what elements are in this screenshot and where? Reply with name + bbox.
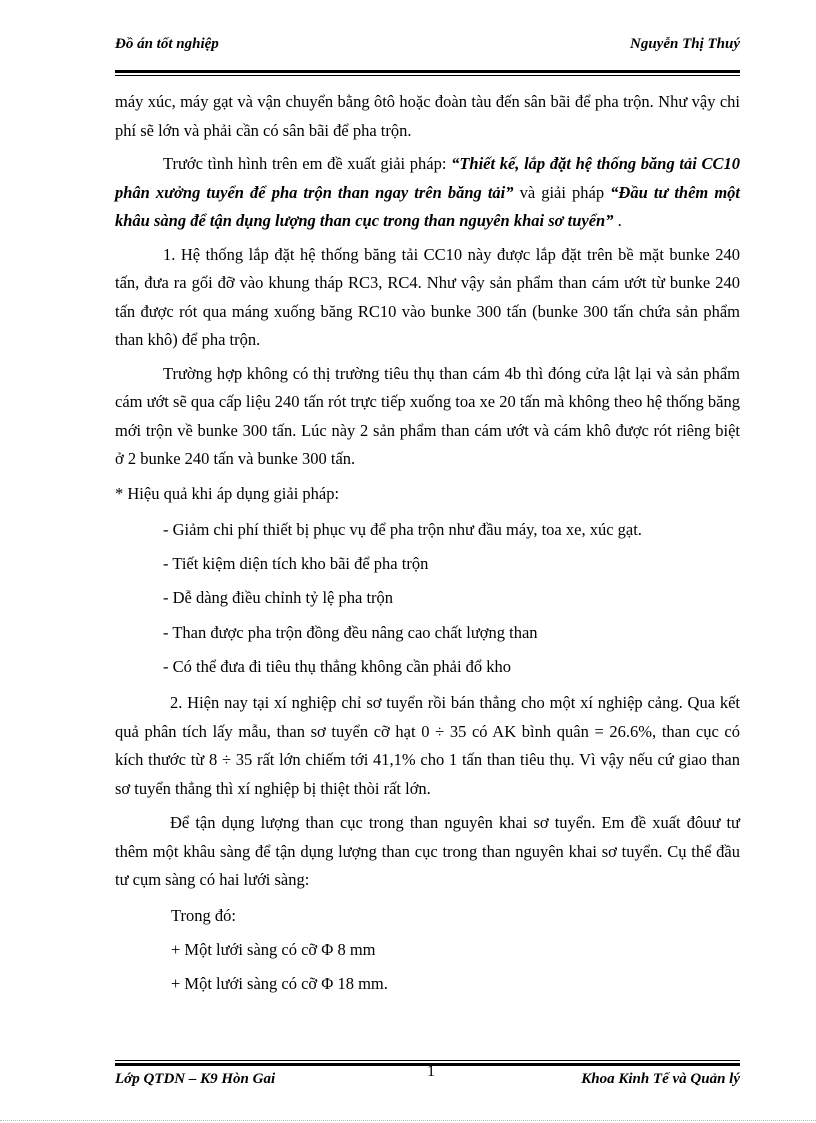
screen-list-item: + Một lưới sàng có cỡ Φ 18 mm.: [171, 973, 388, 993]
p2-solution-2: “Đầu tư thêm một khâu sàng để tận dụng lượng than cục trong than nguyên khai sơ tuyển”: [115, 182, 741, 230]
effect-item: - Giảm chi phí thiết bị phục vụ để pha trộn như đầu máy, toa xe, xúc gạt.: [163, 520, 642, 539]
effect-item: - Tiết kiệm diện tích kho bãi để pha trộn: [163, 554, 429, 574]
effect-list: [115, 513, 740, 684]
page-edge-dots: [0, 1120, 816, 1121]
header-rule-thin: [115, 75, 740, 76]
footer-rule-thin: [115, 1060, 740, 1061]
header-right: Nguyễn Thị Thuý: [629, 36, 740, 52]
paragraph-4: Trường hợp không có thị trường tiêu thụ than cám 4b thì đóng cửa lật lại và sản phẩm cám ướt sẽ qua cấp liệu 240 tấn rót trực tiếp xuống toa xe 20 tấn mà không theo hệ thống băng mới trộn về bunke 300 tấn. Lúc này 2 sản phẩm than cám ướt và cám khô được rót riêng biệt ở 2 bunke 240 tấn và bunke 300 tấn.: [115, 363, 740, 468]
paragraph-3: 1. Hệ thống lắp đặt hệ thống băng tải CC10 này được lắp đặt trên bề mặt bunke 240 tấn, đưa ra gối đỡ vào khung tháp RC3, RC4. Như vậy sản phẩm than cám ướt từ bunke 240 tấn được rót qua máng xuống băng RC10 vào bunke 300 tấn (bunke 300 tấn chứa sản phẩm than khô) để pha trộn.: [115, 244, 740, 349]
footer-right: Khoa Kinh Tế và Quản lý: [581, 1071, 740, 1087]
screen-list-intro: Trong đó:: [171, 905, 236, 925]
screen-list: [115, 899, 740, 1001]
effect-item: - Than được pha trộn đồng đều nâng cao chất lượng than: [163, 622, 538, 642]
effect-title: * Hiệu quả khi áp dụng giải pháp:: [115, 483, 340, 503]
paragraph-2: [115, 150, 740, 236]
effect-item: - Dễ dàng điều chỉnh tỷ lệ pha trộn: [163, 588, 394, 608]
screen-list-item: + Một lưới sàng có cỡ Φ 8 mm: [171, 939, 376, 959]
footer-left: Lớp QTDN – K9 Hòn Gai: [115, 1071, 276, 1087]
paragraph-6: Để tận dụng lượng than cục trong than nguyên khai sơ tuyển. Em đề xuất đôuư tư thêm một khâu sàng để tận dụng lượng than cục trong than nguyên khai sơ tuyển. Cụ thể đầu tư cụm sàng có hai lưới sàng:: [115, 813, 740, 890]
header-left: Đồ án tốt nghiệp: [115, 36, 219, 52]
p2-pre: Trước tình hình trên em đề xuất giải pháp:: [163, 154, 452, 173]
p2-mid: và giải pháp: [513, 182, 611, 202]
p2-end: .: [613, 211, 622, 230]
header-rule-thick: [115, 70, 740, 73]
paragraph-5: 2. Hiện nay tại xí nghiệp chỉ sơ tuyển rồi bán thẳng cho một xí nghiệp cảng. Qua kết quả phân tích lấy mẫu, than sơ tuyển cỡ hạt 0 ÷ 35 có AK bình quân = 26.6%, than cục có kích thước từ 8 ÷ 35 rất lớn chiếm tới 41,1% cho 1 tấn than tiêu thụ. Vì vậy nếu cứ giao than sơ tuyển thẳng thì xí nghiệp bị thiệt thòi rất lớn.: [115, 693, 740, 798]
page-number: 1: [427, 1063, 435, 1080]
p2-solution-1: “Thiết kế, lắp đặt hệ thống băng tải CC10 phân xưởng tuyển để pha trộn than ngay trên băng tải”: [115, 154, 740, 202]
page-body: [115, 88, 740, 1001]
paragraph-1: máy xúc, máy gạt và vận chuyển bằng ôtô hoặc đoàn tàu đến sân bãi để pha trộn. Như vậy chi phí sẽ lớn và phải cần có sân bãi để pha trộn.: [115, 92, 740, 140]
effect-item: - Có thể đưa đi tiêu thụ thẳng không cần phải đổ kho: [163, 656, 512, 676]
